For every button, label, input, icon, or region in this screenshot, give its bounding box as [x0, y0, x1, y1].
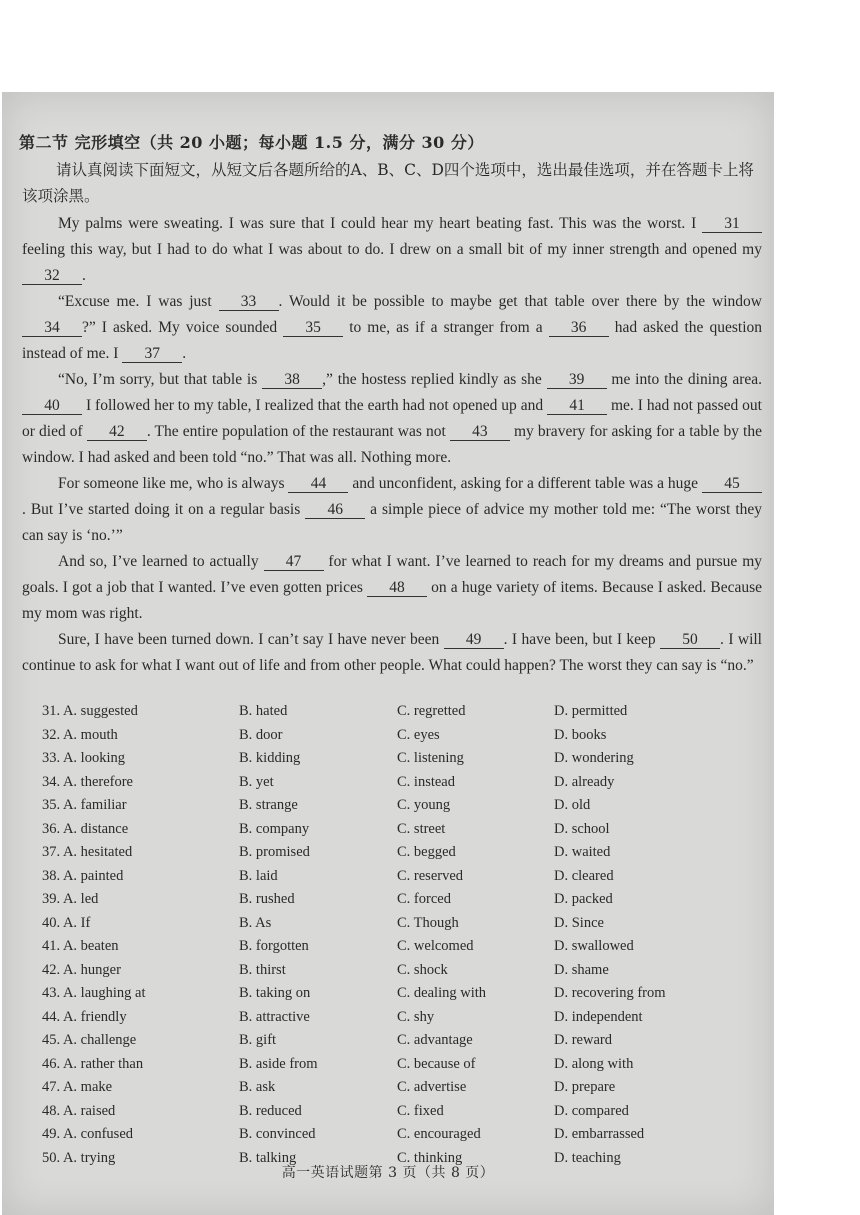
passage-paragraph-3 [22, 367, 762, 471]
page-footer: 高一英语试题第 3 页（共 8 页） [281, 1165, 495, 1181]
passage-text: “Excuse me. I was just [58, 293, 219, 310]
option-b: B. attractive [239, 1008, 310, 1025]
passage-text: For someone like me, who is always [58, 475, 289, 492]
option-b: B. forgotten [239, 938, 309, 955]
option-a: 42. A. hunger [42, 961, 121, 978]
option-row [42, 841, 762, 865]
option-a: 40. A. If [42, 914, 91, 931]
option-row [42, 1053, 762, 1077]
blank-49: 49 [444, 631, 504, 649]
option-row [42, 982, 762, 1006]
option-b: B. aside from [239, 1055, 318, 1072]
option-d: D. independent [554, 1008, 643, 1025]
option-c: C. fixed [397, 1102, 444, 1119]
option-a: 31. A. suggested [42, 703, 138, 720]
option-b: B. talking [239, 1149, 297, 1166]
blank-31: 31 [702, 215, 762, 233]
blank-38: 38 [262, 371, 322, 389]
option-d: D. permitted [554, 703, 628, 720]
blank-33: 33 [219, 293, 279, 311]
passage-text: ?” I asked. My voice sounded [82, 319, 284, 336]
option-row [42, 1006, 762, 1030]
option-b: B. laid [239, 867, 278, 884]
option-b: B. As [239, 914, 272, 931]
option-a: 50. A. trying [42, 1149, 116, 1166]
option-c: C. Though [397, 914, 459, 931]
option-d: D. old [554, 797, 591, 814]
option-b: B. door [239, 726, 283, 743]
option-row [42, 1076, 762, 1100]
option-c: C. instead [397, 773, 455, 790]
option-c: C. welcomed [397, 938, 474, 955]
cloze-section [19, 130, 763, 679]
option-row [42, 959, 762, 983]
option-d: D. shame [554, 961, 609, 978]
passage-text: me. I had not passed out or died of [22, 397, 762, 440]
blank-44: 44 [288, 475, 348, 493]
blank-37: 37 [122, 345, 182, 363]
option-d: D. embarrassed [554, 1126, 645, 1143]
option-c: C. because of [397, 1055, 476, 1072]
passage-text: . [182, 345, 187, 362]
option-a: 34. A. therefore [42, 773, 133, 790]
option-row [42, 1100, 762, 1124]
option-b: B. gift [239, 1032, 277, 1049]
option-b: B. company [239, 820, 310, 837]
option-row [42, 747, 762, 771]
option-b: B. ask [239, 1079, 276, 1096]
passage-text: ,” the hostess replied kindly as she [322, 371, 547, 388]
passage-text: I followed her to my table, I realized that the earth had not opened up and [82, 397, 548, 414]
exam-page [2, 92, 774, 1215]
option-a: 38. A. painted [42, 867, 124, 884]
passage-text: . The entire population of the restaurant was not [146, 423, 450, 440]
option-row [42, 724, 762, 748]
option-row [42, 912, 762, 936]
blank-34: 34 [22, 319, 82, 337]
option-c: C. young [397, 797, 451, 814]
option-d: D. teaching [554, 1149, 621, 1166]
passage-text: me into the dining area. [606, 371, 762, 388]
option-d: D. along with [554, 1055, 634, 1072]
option-c: C. advantage [397, 1032, 473, 1049]
passage-paragraph-6 [22, 627, 762, 679]
blank-40: 40 [22, 397, 82, 415]
option-d: D. swallowed [554, 938, 634, 955]
option-d: D. reward [554, 1032, 612, 1049]
blank-36: 36 [549, 319, 609, 337]
blank-46: 46 [305, 501, 365, 519]
blank-35: 35 [283, 319, 343, 337]
passage-paragraph-2 [22, 289, 762, 367]
blank-32: 32 [22, 267, 82, 285]
passage-text: . I will continue to ask for what I want out of life and from other people. What could happen? The worst they can say is “no.” [22, 631, 762, 674]
option-a: 46. A. rather than [42, 1055, 144, 1072]
option-b: B. rushed [239, 891, 295, 908]
passage-text: . Would it be possible to maybe get that table over there by the window [278, 293, 762, 310]
option-c: C. street [397, 820, 446, 837]
option-a: 47. A. make [42, 1079, 113, 1096]
option-d: D. compared [554, 1102, 629, 1119]
option-b: B. taking on [239, 985, 311, 1002]
option-c: C. advertise [397, 1079, 467, 1096]
option-row [42, 818, 762, 842]
option-d: D. cleared [554, 867, 614, 884]
option-a: 43. A. laughing at [42, 985, 146, 1002]
blank-39: 39 [547, 371, 607, 389]
option-b: B. hated [239, 703, 288, 720]
blank-43: 43 [450, 423, 510, 441]
passage-text: my bravery for asking for a table by the window. I had asked and been told “no.” That was all. Nothing more. [22, 423, 762, 466]
option-c: C. shock [397, 961, 448, 978]
passage-text: feeling this way, but I had to do what I was about to do. I drew on a small bit of my inner strength and opened my [22, 241, 762, 258]
option-row [42, 700, 762, 724]
option-c: C. listening [397, 750, 464, 767]
option-row [42, 865, 762, 889]
passage-text: for what I want. I’ve learned to reach for my dreams and pursue my goals. I got a job that I wanted. I’ve even gotten prices [22, 553, 762, 596]
option-row [42, 935, 762, 959]
option-c: C. thinking [397, 1149, 463, 1166]
option-a: 33. A. looking [42, 750, 125, 767]
option-c: C. forced [397, 891, 451, 908]
answer-options [42, 700, 762, 1170]
blank-42: 42 [87, 423, 147, 441]
option-a: 48. A. raised [42, 1102, 116, 1119]
passage-text: and unconfident, asking for a different table was a huge [348, 475, 702, 492]
option-c: C. shy [397, 1008, 435, 1025]
option-a: 44. A. friendly [42, 1008, 127, 1025]
passage-paragraph-4 [22, 471, 762, 549]
option-d: D. wondering [554, 750, 634, 767]
passage-text: . I have been, but I keep [503, 631, 661, 648]
option-row [42, 1029, 762, 1053]
option-d: D. waited [554, 844, 611, 861]
section-heading: 第二节 完形填空（共 20 小题；每小题 1.5 分，满分 30 分） [19, 133, 484, 152]
passage-text: And so, I’ve learned to actually [58, 553, 264, 570]
option-b: B. kidding [239, 750, 301, 767]
option-d: D. already [554, 773, 615, 790]
passage-paragraph-1 [22, 211, 762, 289]
option-c: C. regretted [397, 703, 466, 720]
option-c: C. eyes [397, 726, 440, 743]
option-d: D. school [554, 820, 610, 837]
option-d: D. books [554, 726, 607, 743]
passage-text: Sure, I have been turned down. I can’t say I have never been [58, 631, 444, 648]
option-row [42, 771, 762, 795]
option-a: 49. A. confused [42, 1126, 134, 1143]
blank-41: 41 [547, 397, 607, 415]
instructions: 请认真阅读下面短文，从短文后各题所给的A、B、C、D四个选项中，选出最佳选项，并在答题卡上将该项涂黑。 [22, 161, 754, 205]
option-b: B. reduced [239, 1102, 302, 1119]
passage-text: had asked the question instead of me. I [22, 319, 763, 362]
blank-50: 50 [660, 631, 720, 649]
option-b: B. convinced [239, 1126, 316, 1143]
option-a: 39. A. led [42, 891, 99, 908]
option-c: C. encouraged [397, 1126, 481, 1143]
option-b: B. yet [239, 773, 274, 790]
passage-paragraph-5 [22, 549, 762, 627]
passage-text: . But I’ve started doing it on a regular basis [22, 501, 306, 518]
option-row [42, 1123, 762, 1147]
option-a: 45. A. challenge [42, 1032, 137, 1049]
option-c: C. reserved [397, 867, 464, 884]
option-c: C. dealing with [397, 985, 487, 1002]
passage-text: . [82, 267, 86, 284]
option-b: B. strange [239, 797, 298, 814]
passage-text: to me, as if a stranger from a [343, 319, 549, 336]
blank-45: 45 [702, 475, 762, 493]
blank-47: 47 [264, 553, 324, 571]
option-d: D. prepare [554, 1079, 616, 1096]
option-b: B. promised [239, 844, 310, 861]
option-a: 36. A. distance [42, 820, 129, 837]
option-row [42, 888, 762, 912]
option-a: 37. A. hesitated [42, 844, 133, 861]
option-d: D. Since [554, 914, 604, 931]
option-a: 41. A. beaten [42, 938, 119, 955]
option-b: B. thirst [239, 961, 286, 978]
passage-text: a simple piece of advice my mother told me: “The worst they can say is ‘no.’” [22, 501, 762, 544]
option-d: D. packed [554, 891, 613, 908]
option-d: D. recovering from [554, 985, 666, 1002]
passage-text: on a huge variety of items. Because I asked. Because my mom was right. [22, 579, 762, 622]
passage-text: “No, I’m sorry, but that table is [58, 371, 263, 388]
passage-text: My palms were sweating. I was sure that I could hear my heart beating fast. This was the worst. I [58, 215, 702, 232]
option-c: C. begged [397, 844, 456, 861]
option-a: 35. A. familiar [42, 797, 127, 814]
blank-48: 48 [367, 579, 427, 597]
option-a: 32. A. mouth [42, 726, 118, 743]
option-row [42, 794, 762, 818]
